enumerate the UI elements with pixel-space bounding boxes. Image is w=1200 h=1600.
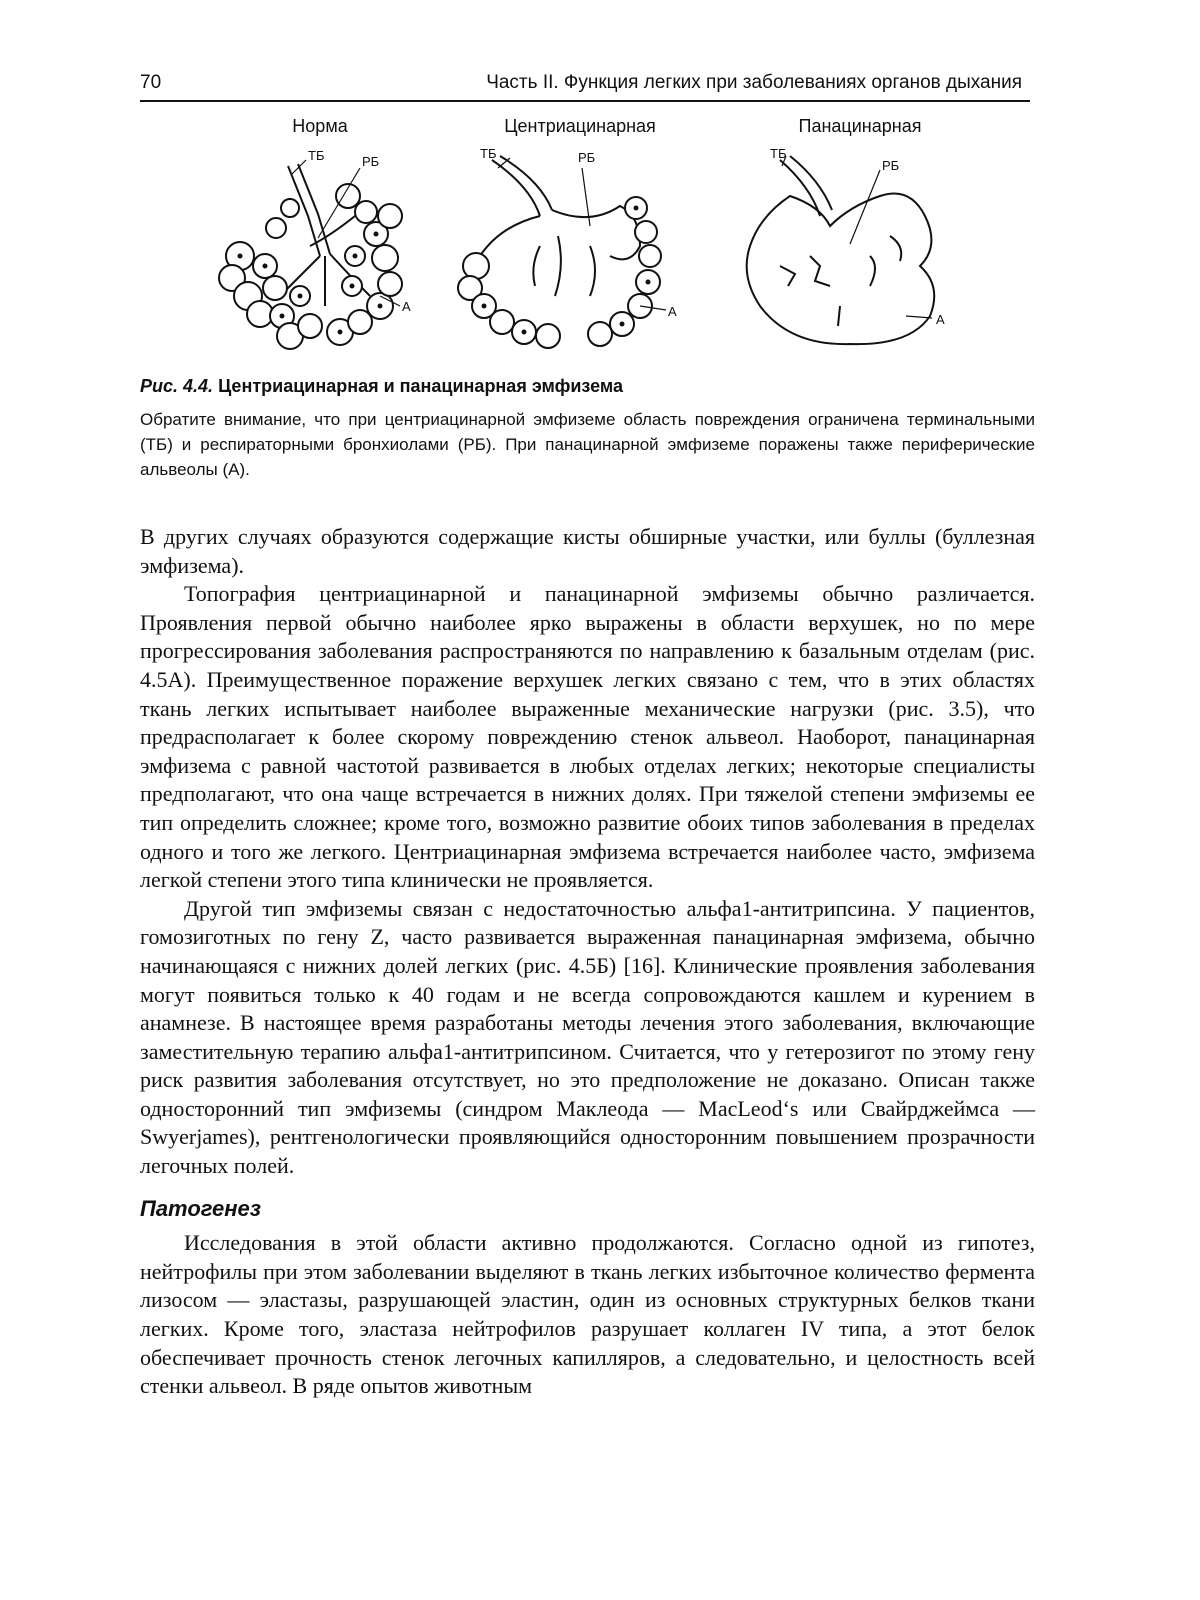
label-tb: ТБ <box>480 146 497 161</box>
page-header <box>140 64 1030 102</box>
label-a: А <box>936 312 945 327</box>
page-number: 70 <box>140 72 162 93</box>
label-rb: РБ <box>362 154 380 169</box>
panacinar-acinus-drawing <box>720 146 1000 372</box>
normal-acinus-drawing <box>180 146 460 372</box>
figure-panel-normal <box>180 112 460 372</box>
figure-caption <box>140 376 1035 482</box>
label-tb: ТБ <box>770 146 787 161</box>
caption-number: Рис. 4.4. <box>140 376 214 396</box>
label-tb: ТБ <box>308 148 325 163</box>
running-head: Часть II. Функция легких при заболеваниях органов дыхания <box>486 72 1022 93</box>
label-rb: РБ <box>578 150 596 165</box>
panel-title: Панацинарная <box>798 116 922 136</box>
caption-text: Обратите внимание, что при центриацинарной эмфиземе область повреждения ограничена терминальными (ТБ) и респираторными бронхиолами (РБ). При панацинарной эмфиземе поражены также периферические альвеолы (А). <box>140 410 1035 479</box>
figure-panel-panacinar <box>720 112 1000 372</box>
section-heading: Патогенез <box>140 1195 261 1221</box>
centriacinar-acinus-drawing <box>440 146 720 372</box>
panel-title: Норма <box>292 116 348 136</box>
label-a: А <box>668 304 677 319</box>
paragraph: Топография центриацинарной и панацинарной эмфиземы обычно различается. Проявления первой обычно наиболее ярко выражены в области верхушек, но по мере прогрессирования заболевания распространяются по направлению к базальным отделам (рис. 4.5А). Преимущественное поражение верхушек легких связано с тем, что в этих областях ткань легких испытывает наиболее выраженные механические нагрузки (рис. 3.5), что предрасполагает к более скорому повреждению стенок альвеол. Наоборот, панацинарная эмфизема с равной частотой развивается в любых отделах легких; некоторые специалисты предполагают, что она чаще встречается в нижних долях. При тяжелой степени эмфиземы ее тип определить сложнее; кроме того, возможно развитие обоих типов заболевания в пределах одного и того же легкого. Центриацинарная эмфизема встречается наиболее часто, эмфизема легкой степени этого типа клинически не проявляется. <box>140 581 1035 893</box>
figure-panel-centriacinar <box>440 112 720 372</box>
paragraph: Исследования в этой области активно продолжаются. Согласно одной из гипотез, нейтрофилы при этом заболевании выделяют в ткань легких избыточное количество фермента лизосом — эластазы, разрушающей эластин, один из основных структурных белков ткани легких. Кроме того, эластаза нейтрофилов разрушает коллаген IV типа, а этот белок обеспечивает прочность стенок легочных капилляров, а следовательно, и целостность всей стенки альвеол. В ряде опытов животным <box>140 1230 1035 1399</box>
caption-heading <box>140 376 1035 397</box>
figure-emphysema <box>140 112 1030 372</box>
main-text <box>140 523 1035 1401</box>
paragraph: Другой тип эмфиземы связан с недостаточностью альфа1-антитрипсина. У пациентов, гомозиготных по гену Z, часто развивается выраженная панацинарная эмфизема, обычно начинающаяся с нижних долей легких (рис. 4.5Б) [16]. Клинические проявления заболевания могут появиться только к 40 годам и не всегда сопровождаются кашлем и курением в анамнезе. В настоящее время разработаны методы лечения этого заболевания, включающие заместительную терапию альфа1-антитрипсином. Считается, что у гетерозигот по этому гену риск развития заболевания отсутствует, но это предположение не доказано. Описан также односторонний тип эмфиземы (синдром Маклеода — MacLeod‘s или Свайрджеймса — Swyerjames), рентгенологически проявляющийся односторонним повышением прозрачности легочных полей. <box>140 895 1035 1179</box>
caption-title: Центриацинарная и панацинарная эмфизема <box>218 376 623 396</box>
panel-title: Центриацинарная <box>504 116 656 136</box>
paragraph: В других случаях образуются содержащие кисты обширные участки, или буллы (буллезная эмфизема). <box>140 524 1035 578</box>
label-rb: РБ <box>882 158 900 173</box>
label-a: А <box>402 299 411 314</box>
